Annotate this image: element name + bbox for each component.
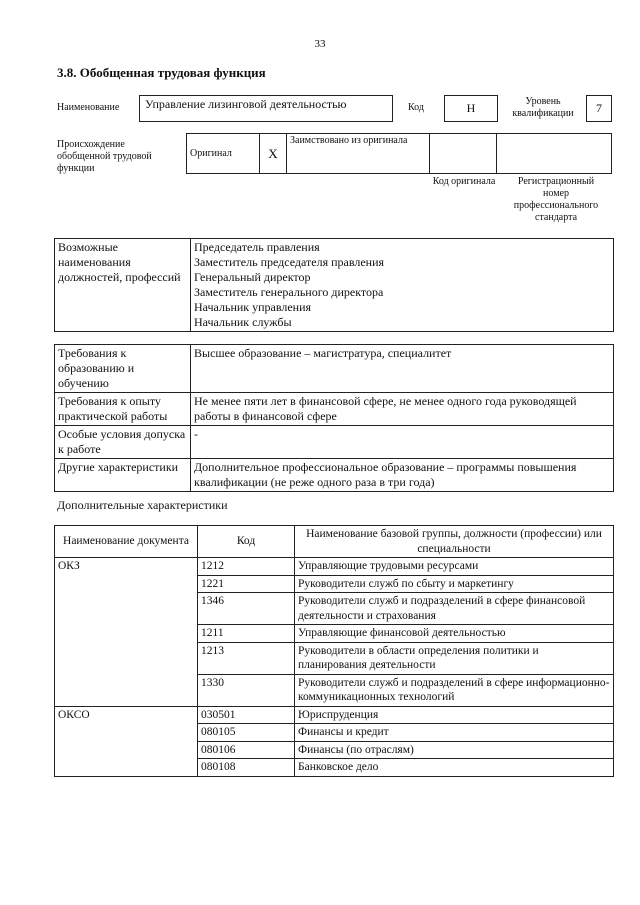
requirement-label: Требования к образованию и обучению [58,346,135,390]
code-label: Код [408,102,424,113]
table-row [55,706,614,724]
position-item: Заместитель председателя правления [194,255,385,269]
row-code: 1211 [201,627,224,639]
borrowed-label: Заимствовано из оригинала [290,135,408,146]
positions-list-cell [191,239,614,332]
row-code: 030501 [201,708,236,721]
level-value: 7 [596,101,602,115]
requirement-value: Высшее образование – магистратура, специалитет [194,346,452,360]
requirement-value: - [194,427,198,441]
name-value-box [139,95,393,122]
row-code: 080106 [201,743,236,756]
position-item: Начальник службы [194,315,292,329]
name-label: Наименование [57,102,120,113]
position-item: Заместитель генерального директора [194,285,384,299]
header-name: Наименование базовой группы, должности (профессии) или специальности [306,528,602,555]
original-label: Оригинал [190,147,232,159]
level-value-box [586,95,612,122]
position-item: Генеральный директор [194,270,311,284]
row-code: 1346 [201,595,224,607]
row-code: 1221 [201,577,224,590]
requirement-label: Другие характеристики [58,460,179,474]
row-name: Руководители служб и подразделений в сфере финансовой деятельности и страхования [298,595,586,622]
code-value-box [444,95,498,122]
row-name: Управляющие финансовой деятельностью [298,627,506,639]
requirement-label: Требования к опыту практической работы [58,394,168,423]
row-name: Руководители служб по сбыту и маркетингу [298,577,514,590]
position-item: Председатель правления [194,240,320,254]
row-name: Банковское дело [298,761,379,773]
additional-table [54,525,614,777]
level-label: Уровень квалификации [512,96,574,119]
requirement-value: Не менее пяти лет в финансовой сфере, не менее одного года руководящей работы в финансовой сфере [194,394,577,423]
requirement-row [55,393,614,426]
doc-name: ОКЗ [58,560,80,572]
row-code: 1213 [201,644,224,657]
reg-number-caption: Регистрационный номер профессионального стандарта [513,176,599,223]
name-value: Управление лизинговой деятельностью [145,97,347,111]
origin-label: Происхождение обобщенной трудовой функции [57,139,152,174]
row-name: Юриспруденция [298,708,379,721]
requirement-label: Особые условия допуска к работе [58,427,186,456]
positions-label: Возможные наименования должностей, профессий [58,240,181,284]
code-original-caption: Код оригинала [432,176,496,187]
row-name: Финансы (по отраслям) [298,743,414,756]
additional-header-row [55,526,614,558]
page-number: 33 [314,38,326,50]
requirement-row [55,345,614,393]
original-mark: X [268,145,278,161]
requirements-table [54,344,614,492]
row-name: Управляющие трудовыми ресурсами [298,560,479,572]
requirement-value: Дополнительное профессиональное образование – программы повышения квалификации (не реже одного раза в три года) [194,460,577,489]
position-item: Начальник управления [194,300,312,314]
requirement-row [55,426,614,459]
row-code: 1330 [201,676,224,689]
table-row [55,558,614,576]
positions-label-cell [55,239,191,332]
row-name: Финансы и кредит [298,726,389,738]
code-value: H [466,101,476,115]
requirement-row [55,459,614,492]
positions-table [54,238,614,332]
header-document: Наименование документа [63,535,189,548]
additional-title: Дополнительные характеристики [57,498,228,512]
row-name: Руководители служб и подразделений в сфере информационно-коммуникационных технологий [298,676,610,703]
origin-table [186,133,612,174]
header-code: Код [236,535,256,548]
doc-name: ОКСО [58,708,90,721]
row-name: Руководители в области определения политики и планирования деятельности [298,644,539,671]
section-title: 3.8. Обобщенная трудовая функция [57,65,266,80]
row-code: 080108 [201,761,236,773]
row-code: 1212 [201,560,224,572]
row-code: 080105 [201,726,236,738]
